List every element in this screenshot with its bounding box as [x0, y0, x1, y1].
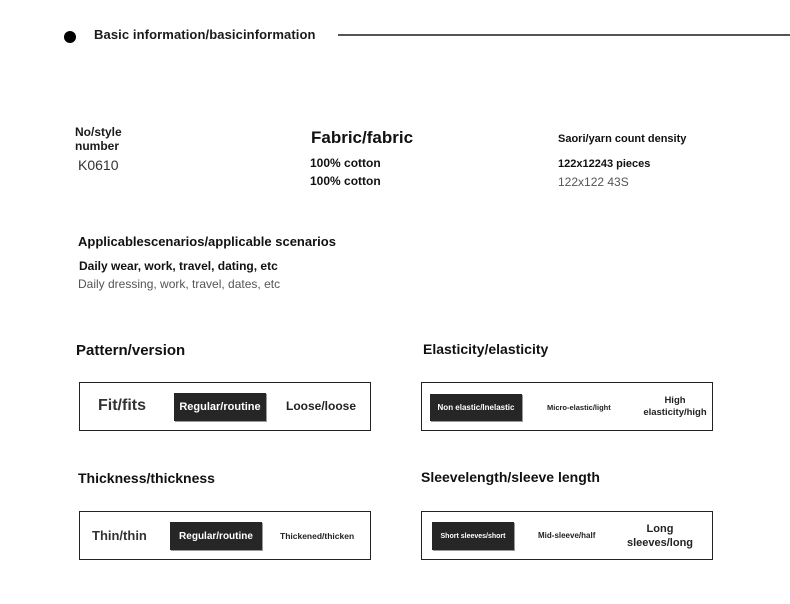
elasticity-options — [421, 382, 713, 431]
section-title: Basic information/basicinformation — [94, 27, 316, 42]
sleeve-option-long — [622, 522, 698, 550]
elasticity-option-inelastic-selected: Non elastic/Inelastic — [430, 394, 522, 421]
pattern-option-fit: Fit/fits — [98, 397, 146, 414]
sleeve-option-short-selected: Short sleeves/short — [432, 522, 514, 550]
thickness-option-regular-selected: Regular/routine — [170, 522, 262, 550]
yarn-density-value-1: 122x12243 pieces — [558, 158, 651, 170]
sleeve-length-options — [421, 511, 713, 560]
style-number-label: No/style number — [75, 125, 122, 153]
elasticity-option-high — [642, 395, 708, 419]
thickness-option-thin: Thin/thin — [92, 528, 147, 543]
scenarios-label: Applicablescenarios/applicable scenarios — [78, 234, 336, 249]
thickness-option-thickened: Thickened/thicken — [280, 531, 355, 541]
elasticity-option-high-line1: High — [664, 395, 686, 406]
scenarios-value-2: Daily dressing, work, travel, dates, etc — [78, 277, 281, 291]
fabric-label: Fabric/fabric — [311, 128, 414, 147]
scenarios-value-1: Daily wear, work, travel, dating, etc — [79, 259, 278, 273]
elasticity-title: Elasticity/elasticity — [423, 341, 549, 357]
elasticity-option-high-line2: elasticity/high — [643, 407, 707, 418]
sleeve-option-mid: Mid-sleeve/half — [538, 531, 596, 540]
pattern-options — [79, 382, 371, 431]
yarn-density-value-2: 122x122 43S — [558, 175, 629, 189]
pattern-option-loose: Loose/loose — [286, 399, 357, 413]
thickness-options — [79, 511, 371, 560]
fabric-value-2: 100% cotton — [310, 174, 381, 188]
divider — [338, 34, 790, 36]
sleeve-option-long-line1: Long — [646, 523, 674, 535]
style-number-value: K0610 — [78, 157, 119, 173]
sleeve-option-long-line2: sleeves/long — [626, 537, 694, 549]
elasticity-option-micro: Micro-elastic/light — [547, 403, 611, 412]
sleeve-length-title: Sleevelength/sleeve length — [421, 469, 600, 485]
bullet-dot-icon — [64, 31, 76, 43]
fabric-value-1: 100% cotton — [310, 156, 381, 170]
thickness-title: Thickness/thickness — [78, 470, 215, 486]
pattern-option-regular-selected: Regular/routine — [174, 393, 266, 421]
yarn-density-label: Saori/yarn count density — [558, 133, 687, 145]
pattern-title: Pattern/version — [76, 342, 186, 359]
